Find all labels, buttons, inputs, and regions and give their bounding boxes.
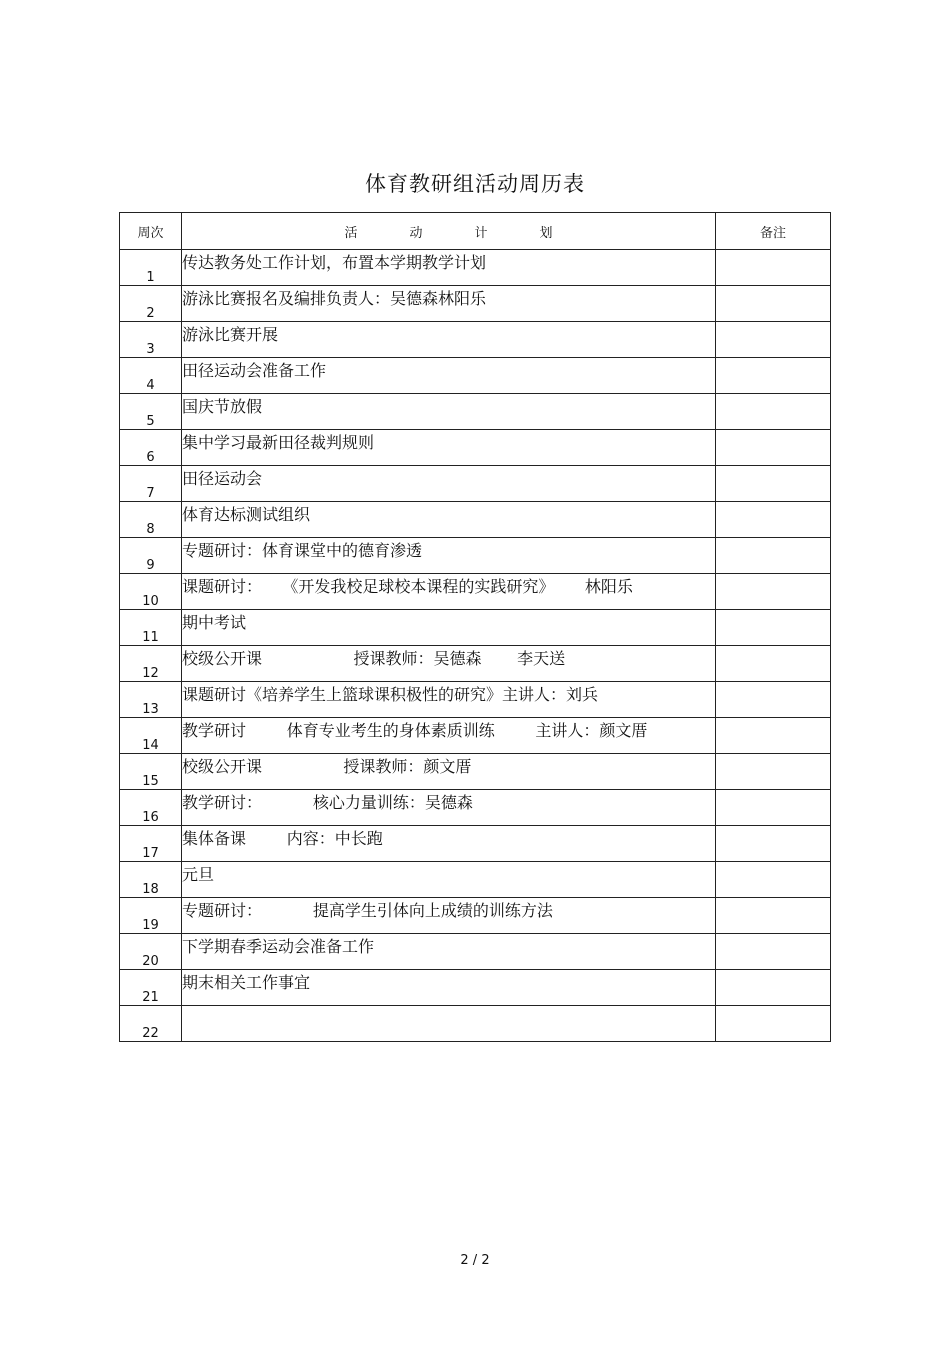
activity-cell: 田径运动会	[182, 466, 716, 502]
activity-cell: 课题研讨： 《开发我校足球校本课程的实践研究》 林阳乐	[182, 574, 716, 610]
week-number-cell: 17	[120, 826, 182, 862]
table-row	[120, 790, 831, 826]
remark-cell	[716, 250, 831, 286]
week-number-cell: 9	[120, 538, 182, 574]
remark-cell	[716, 754, 831, 790]
week-number-cell: 16	[120, 790, 182, 826]
activity-cell: 下学期春季运动会准备工作	[182, 934, 716, 970]
table-row	[120, 574, 831, 610]
week-number-cell: 7	[120, 466, 182, 502]
remark-cell	[716, 358, 831, 394]
remark-cell	[716, 322, 831, 358]
table-row	[120, 826, 831, 862]
remark-cell	[716, 574, 831, 610]
week-number-cell: 20	[120, 934, 182, 970]
document-title: 体育教研组活动周历表	[365, 172, 585, 196]
week-number-cell: 14	[120, 718, 182, 754]
activity-cell: 田径运动会准备工作	[182, 358, 716, 394]
table-row	[120, 646, 831, 682]
table-row	[120, 754, 831, 790]
week-number-cell: 19	[120, 898, 182, 934]
table-row	[120, 862, 831, 898]
table-row	[120, 286, 831, 322]
activity-cell: 校级公开课 授课教师：吴德森 李天送	[182, 646, 716, 682]
table-row	[120, 970, 831, 1006]
remark-cell	[716, 394, 831, 430]
activity-cell: 专题研讨：体育课堂中的德育渗透	[182, 538, 716, 574]
activity-schedule-table	[119, 212, 831, 1042]
remark-cell	[716, 286, 831, 322]
header-activity-char: 计	[474, 225, 488, 241]
week-number-cell: 4	[120, 358, 182, 394]
remark-cell	[716, 538, 831, 574]
remark-cell	[716, 682, 831, 718]
week-number-cell: 3	[120, 322, 182, 358]
week-number-cell: 15	[120, 754, 182, 790]
header-remark: 备注	[716, 213, 831, 250]
table-row	[120, 430, 831, 466]
week-number-cell: 1	[120, 250, 182, 286]
activity-cell: 游泳比赛报名及编排负责人：吴德森林阳乐	[182, 286, 716, 322]
remark-cell	[716, 610, 831, 646]
week-number-cell: 12	[120, 646, 182, 682]
table-row	[120, 682, 831, 718]
table-row	[120, 358, 831, 394]
table-row	[120, 394, 831, 430]
table-row	[120, 718, 831, 754]
activity-cell: 传达教务处工作计划，布置本学期教学计划	[182, 250, 716, 286]
activity-cell: 集体备课 内容：中长跑	[182, 826, 716, 862]
remark-cell	[716, 646, 831, 682]
week-number-cell: 8	[120, 502, 182, 538]
activity-cell: 期中考试	[182, 610, 716, 646]
remark-cell	[716, 970, 831, 1006]
remark-cell	[716, 502, 831, 538]
activity-cell: 集中学习最新田径裁判规则	[182, 430, 716, 466]
table-row	[120, 538, 831, 574]
activity-cell: 专题研讨： 提高学生引体向上成绩的训练方法	[182, 898, 716, 934]
header-activity-char: 活	[344, 225, 358, 241]
week-number-cell: 5	[120, 394, 182, 430]
activity-cell: 体育达标测试组织	[182, 502, 716, 538]
activity-cell: 教学研讨： 核心力量训练：吴德森	[182, 790, 716, 826]
week-number-cell: 22	[120, 1006, 182, 1042]
table-row	[120, 610, 831, 646]
activity-cell: 游泳比赛开展	[182, 322, 716, 358]
remark-cell	[716, 466, 831, 502]
header-activity-char: 划	[539, 225, 553, 241]
remark-cell	[716, 898, 831, 934]
week-number-cell: 2	[120, 286, 182, 322]
table-row	[120, 322, 831, 358]
remark-cell	[716, 718, 831, 754]
remark-cell	[716, 862, 831, 898]
week-number-cell: 6	[120, 430, 182, 466]
week-number-cell: 21	[120, 970, 182, 1006]
remark-cell	[716, 826, 831, 862]
remark-cell	[716, 430, 831, 466]
activity-cell	[182, 1006, 716, 1042]
table-row	[120, 502, 831, 538]
week-number-cell: 18	[120, 862, 182, 898]
activity-cell: 国庆节放假	[182, 394, 716, 430]
table-header-row	[120, 213, 831, 250]
table-row	[120, 934, 831, 970]
table-row	[120, 466, 831, 502]
activity-cell: 校级公开课 授课教师：颜文厝	[182, 754, 716, 790]
remark-cell	[716, 1006, 831, 1042]
header-week: 周次	[120, 213, 182, 250]
page-number: 2 / 2	[460, 1253, 490, 1268]
week-number-cell: 10	[120, 574, 182, 610]
activity-cell: 教学研讨 体育专业考生的身体素质训练 主讲人：颜文厝	[182, 718, 716, 754]
header-activity-char: 动	[409, 225, 423, 241]
activity-cell: 期末相关工作事宜	[182, 970, 716, 1006]
table-body	[120, 250, 831, 1042]
remark-cell	[716, 934, 831, 970]
activity-cell: 元旦	[182, 862, 716, 898]
activity-cell: 课题研讨《培养学生上篮球课积极性的研究》主讲人：刘兵	[182, 682, 716, 718]
week-number-cell: 11	[120, 610, 182, 646]
table-row	[120, 1006, 831, 1042]
table-row	[120, 250, 831, 286]
remark-cell	[716, 790, 831, 826]
week-number-cell: 13	[120, 682, 182, 718]
header-activity-plan	[182, 213, 716, 250]
table-row	[120, 898, 831, 934]
